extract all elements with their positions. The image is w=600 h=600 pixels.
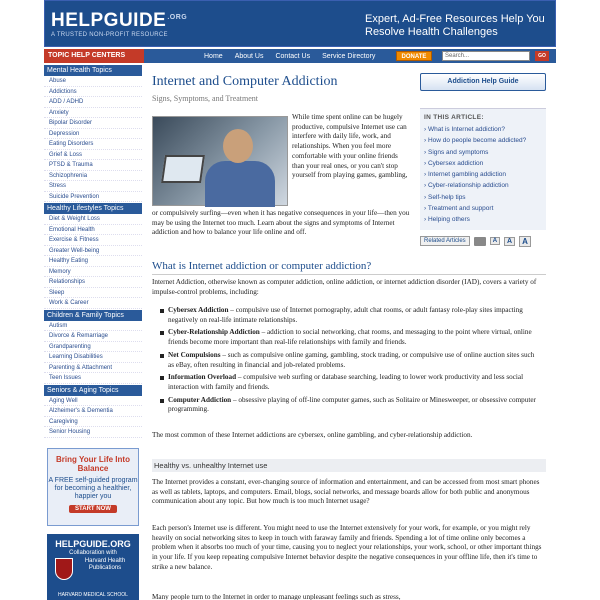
sidebar-item-healthy-eating[interactable]: Healthy Eating: [44, 256, 142, 267]
subsection-heading: Healthy vs. unhealthy Internet use: [152, 459, 546, 472]
toc-link[interactable]: › Cybersex addiction: [424, 159, 484, 167]
article-photo: [152, 116, 288, 206]
sidebar-item-exercise[interactable]: Exercise & Fitness: [44, 235, 142, 246]
sidebar-item-aging-well[interactable]: Aging Well: [44, 396, 142, 407]
sidebar: [44, 64, 142, 600]
sidebar-item-abuse[interactable]: Abuse: [44, 76, 142, 87]
sidebar-item-eating-disorders[interactable]: Eating Disorders: [44, 139, 142, 150]
toc-link[interactable]: › Cyber-relationship addiction: [424, 182, 509, 190]
related-articles-button[interactable]: Related Articles: [420, 236, 470, 246]
sidebar-item-add-adhd[interactable]: ADD / ADHD: [44, 97, 142, 108]
sidebar-item-autism[interactable]: Autism: [44, 321, 142, 332]
harvard-medical-school: HARVARD MEDICAL SCHOOL: [58, 592, 128, 598]
search-go-button[interactable]: GO: [535, 51, 549, 61]
sidebar-item-teen-issues[interactable]: Teen Issues: [44, 373, 142, 384]
text-size-large[interactable]: A: [519, 236, 531, 247]
sidebar-item-relationships[interactable]: Relationships: [44, 277, 142, 288]
sidebar-item-ptsd[interactable]: PTSD & Trauma: [44, 160, 142, 171]
toc-link[interactable]: › What is Internet addiction?: [424, 126, 505, 133]
sidebar-section-seniors-aging[interactable]: Seniors & Aging Topics: [44, 385, 142, 396]
ad-text: A FREE self-guided program for becoming a healthier, happier you: [48, 477, 138, 500]
person-body: [205, 161, 275, 207]
sidebar-item-addictions[interactable]: Addictions: [44, 87, 142, 98]
topic-help-centers: TOPIC HELP CENTERS: [44, 49, 144, 63]
article-subtitle: Signs, Symptoms, and Treatment: [152, 94, 259, 103]
toc-link[interactable]: › Signs and symptoms: [424, 148, 489, 156]
list-item: Cyber-Relationship Addiction – addiction to social networking, chat rooms, and messaging to the point where virtual, online friends become more important than real-life relationships with family and friends.: [160, 328, 540, 347]
intro-text-continued: or compulsively surfing—even when it has negative consequences in your life—then you may be using the Internet too much. Learn about the signs and symptoms of Internet addiction and how to balance your life online and off.: [152, 209, 410, 237]
harvard-shield-icon: [55, 558, 73, 580]
sidebar-item-work-career[interactable]: Work & Career: [44, 298, 142, 309]
addiction-types-list: [160, 306, 540, 418]
top-nav: [44, 49, 556, 63]
sidebar-item-depression[interactable]: Depression: [44, 129, 142, 140]
donate-button[interactable]: DONATE: [396, 51, 432, 61]
toc-link[interactable]: › Self-help tips: [424, 193, 466, 201]
sidebar-section-healthy-lifestyles[interactable]: Healthy Lifestyles Topics: [44, 203, 142, 214]
toc-link[interactable]: › Helping others: [424, 216, 470, 224]
balance-program-ad[interactable]: [47, 448, 139, 526]
search-input[interactable]: Search...: [442, 51, 530, 61]
sidebar-item-learning-disabilities[interactable]: Learning Disabilities: [44, 352, 142, 363]
sidebar-item-caregiving[interactable]: Caregiving: [44, 417, 142, 428]
person-head: [223, 129, 253, 163]
sidebar-item-senior-housing[interactable]: Senior Housing: [44, 427, 142, 438]
header-tagline: Expert, Ad-Free Resources Help You Resolve Health Challenges: [365, 13, 545, 38]
sidebar-item-stress[interactable]: Stress: [44, 181, 142, 192]
common-addictions-text: The most common of these Internet addictions are cybersex, online gambling, and cyber-relationship addiction.: [152, 431, 473, 439]
text-size-small[interactable]: A: [490, 237, 500, 245]
article-sidebar: [420, 73, 546, 247]
nav-home[interactable]: Home: [204, 52, 223, 60]
sidebar-item-parenting[interactable]: Parenting & Attachment: [44, 363, 142, 374]
sidebar-item-emotional-health[interactable]: Emotional Health: [44, 225, 142, 236]
sidebar-item-memory[interactable]: Memory: [44, 267, 142, 278]
harvard-collab-banner[interactable]: [47, 534, 139, 600]
sidebar-section-children-family[interactable]: Children & Family Topics: [44, 310, 142, 321]
intro-text: While time spent online can be hugely productive, compulsive Internet use can interfere with daily life, work, and relationships. When you feel more comfortable with your online friends than your real ones, or you can't stop yourself from playing games, gambling,: [292, 113, 408, 180]
sidebar-section-mental-health[interactable]: Mental Health Topics: [44, 65, 142, 76]
addiction-help-guide-button[interactable]: Addiction Help Guide: [420, 73, 546, 91]
print-icon[interactable]: [474, 237, 486, 246]
sidebar-item-bipolar[interactable]: Bipolar Disorder: [44, 118, 142, 129]
sidebar-item-well-being[interactable]: Greater Well-being: [44, 246, 142, 257]
nav-about[interactable]: About Us: [234, 52, 264, 60]
start-now-button[interactable]: START NOW: [69, 505, 117, 513]
helpguide-brand: HELPGUIDE.ORG: [55, 539, 131, 549]
list-item: Computer Addiction – obsessive playing of off-line computer games, such as Solitaire or Minesweeper, or obsessive computer programming.: [160, 396, 540, 415]
site-header: [44, 0, 556, 47]
harvard-health-text: Harvard Health Publications: [84, 558, 126, 571]
sidebar-item-anxiety[interactable]: Anxiety: [44, 108, 142, 119]
toc-link[interactable]: › How do people become addicted?: [424, 137, 527, 145]
sidebar-item-sleep[interactable]: Sleep: [44, 288, 142, 299]
sidebar-item-suicide-prevention[interactable]: Suicide Prevention: [44, 192, 142, 203]
article-title: Internet and Computer Addiction: [152, 74, 338, 89]
nav-service-directory[interactable]: Service Directory: [322, 52, 376, 60]
sidebar-item-grief[interactable]: Grief & Loss: [44, 150, 142, 161]
list-item: Cybersex Addiction – compulsive use of Internet pornography, adult chat rooms, or adult fantasy role-play sites impacting negatively on real-life intimate relationships.: [160, 306, 540, 325]
toc-link[interactable]: › Internet gambling addiction: [424, 171, 507, 179]
list-item: Net Compulsions – such as compulsive online gaming, gambling, stock trading, or compulsive use of online auction sites such as eBay, often resulting in financial and job-related problems.: [160, 351, 540, 370]
in-this-article-box: [420, 108, 546, 230]
text-size-medium[interactable]: A: [504, 237, 515, 246]
in-this-article-heading: IN THIS ARTICLE:: [424, 114, 484, 121]
toc-link[interactable]: › Treatment and support: [424, 205, 494, 213]
sidebar-item-schizophrenia[interactable]: Schizophrenia: [44, 171, 142, 182]
site-logo[interactable]: $HELPGUIDE^{.ORG}$: [51, 10, 188, 31]
sidebar-item-grandparenting[interactable]: Grandparenting: [44, 342, 142, 353]
sidebar-item-alzheimers[interactable]: Alzheimer's & Dementia: [44, 406, 142, 417]
section-heading: What is Internet addiction or computer addiction?: [152, 260, 546, 275]
logo-tagline: A TRUSTED NON-PROFIT RESOURCE: [51, 32, 168, 38]
list-item: Information Overload – compulsive web surfing or database searching, leading to lower work productivity and less social interaction with family and friends.: [160, 373, 540, 392]
paragraph: Each person's Internet use is different. You might need to use the Internet extensively for your work, for example, or you might rely heavily on social networking sites to keep in touch with faraway family and friends. Spending a lot of time online only becomes a problem when it absorbs too much of your time, causing you to neglect your relationships, your work, school, or other important things in your life. If you keep repeating compulsive Internet behavior despite the negative consequences in your offline life, then it's time to strike a new balance.: [152, 524, 542, 571]
collab-text: Collaboration with: [69, 550, 117, 556]
paragraph: The Internet provides a constant, ever-changing source of information and entertainment, and can be accessed from most smart phones as well as tablets, laptops, and computers. Email, blogs, social networks, and message boards allow for both public and anonymous communication about any topic. But how much is too much Internet usage?: [152, 478, 540, 506]
paragraph: Many people turn to the Internet in order to manage unpleasant feelings such as stress,: [152, 593, 401, 600]
ad-title: Bring Your Life Into Balance: [56, 455, 130, 473]
sidebar-item-divorce[interactable]: Divorce & Remarriage: [44, 331, 142, 342]
nav-contact[interactable]: Contact Us: [275, 52, 311, 60]
article-tools: [420, 236, 546, 247]
definition-text: Internet Addiction, otherwise known as computer addiction, online addiction, or internet addiction disorder (IAD), covers a variety of impulse-control problems, including:: [152, 278, 537, 296]
sidebar-item-diet[interactable]: Diet & Weight Loss: [44, 214, 142, 225]
laptop-screen: [161, 155, 205, 183]
